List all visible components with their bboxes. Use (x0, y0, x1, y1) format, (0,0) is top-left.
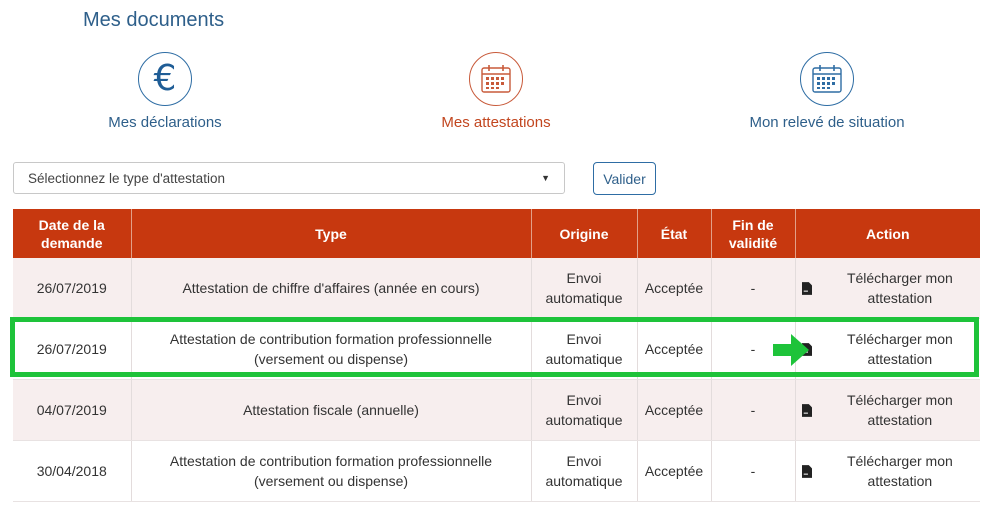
table-row (13, 258, 980, 319)
table-row (13, 319, 980, 380)
download-label: Télécharger mon attestation (846, 453, 953, 489)
calendar-icon (469, 52, 523, 106)
cell-action (795, 319, 980, 380)
download-link[interactable] (802, 380, 975, 440)
cell-action (795, 258, 980, 319)
cell-fin-validite: - (711, 319, 795, 380)
calendar-icon (800, 52, 854, 106)
header-etat: État (637, 209, 711, 258)
header-type: Type (131, 209, 531, 258)
arrow-right-icon (773, 334, 809, 366)
cell-etat: Acceptée (637, 380, 711, 441)
file-icon (802, 403, 812, 418)
select-value: Sélectionnez le type d'attestation (28, 170, 225, 186)
cell-action (795, 441, 980, 502)
header-date: Date de la demande (13, 209, 131, 258)
cell-action (795, 380, 980, 441)
caret-down-icon: ▼ (541, 173, 550, 183)
nav-label-attestations: Mes attestations (441, 114, 551, 131)
table-row (13, 441, 980, 502)
header-action: Action (795, 209, 980, 258)
cell-type: Attestation de contribution formation professionnelle (versement ou dispense) (131, 319, 531, 380)
file-icon (802, 281, 812, 296)
euro-icon: € (138, 52, 192, 106)
attestation-type-select[interactable] (13, 162, 565, 194)
cell-date: 04/07/2019 (13, 380, 131, 441)
cell-fin-validite: - (711, 258, 795, 319)
cell-fin-validite: - (711, 380, 795, 441)
cell-etat: Acceptée (637, 258, 711, 319)
cell-type: Attestation fiscale (annuelle) (131, 380, 531, 441)
cell-origine: Envoi automatique (531, 258, 637, 319)
cell-date: 26/07/2019 (13, 258, 131, 319)
download-label: Télécharger mon attestation (846, 392, 953, 428)
table-header-row (13, 209, 980, 258)
cell-origine: Envoi automatique (531, 441, 637, 502)
cell-date: 26/07/2019 (13, 319, 131, 380)
nav-mes-declarations[interactable] (102, 52, 228, 131)
cell-date: 30/04/2018 (13, 441, 131, 502)
cell-origine: Envoi automatique (531, 319, 637, 380)
nav-label-releve: Mon relevé de situation (749, 114, 905, 131)
valider-button[interactable]: Valider (593, 162, 656, 195)
page-title: Mes documents (83, 9, 225, 31)
cell-etat: Acceptée (637, 319, 711, 380)
nav-label-declarations: Mes déclarations (108, 114, 222, 131)
cell-etat: Acceptée (637, 441, 711, 502)
file-icon (802, 464, 812, 479)
cell-type: Attestation de contribution formation professionnelle (versement ou dispense) (131, 441, 531, 502)
attestations-table (13, 209, 980, 502)
table-row (13, 380, 980, 441)
header-origine: Origine (531, 209, 637, 258)
cell-fin-validite: - (711, 441, 795, 502)
download-label: Télécharger mon attestation (846, 270, 953, 306)
download-link[interactable] (802, 319, 975, 379)
header-fin-validite: Fin de validité (711, 209, 795, 258)
download-label: Télécharger mon attestation (846, 331, 953, 367)
download-link[interactable] (802, 258, 975, 318)
nav-releve-situation[interactable] (744, 52, 910, 131)
nav-mes-attestations[interactable] (436, 52, 556, 131)
cell-origine: Envoi automatique (531, 380, 637, 441)
cell-type: Attestation de chiffre d'affaires (année en cours) (131, 258, 531, 319)
download-link[interactable] (802, 441, 975, 501)
